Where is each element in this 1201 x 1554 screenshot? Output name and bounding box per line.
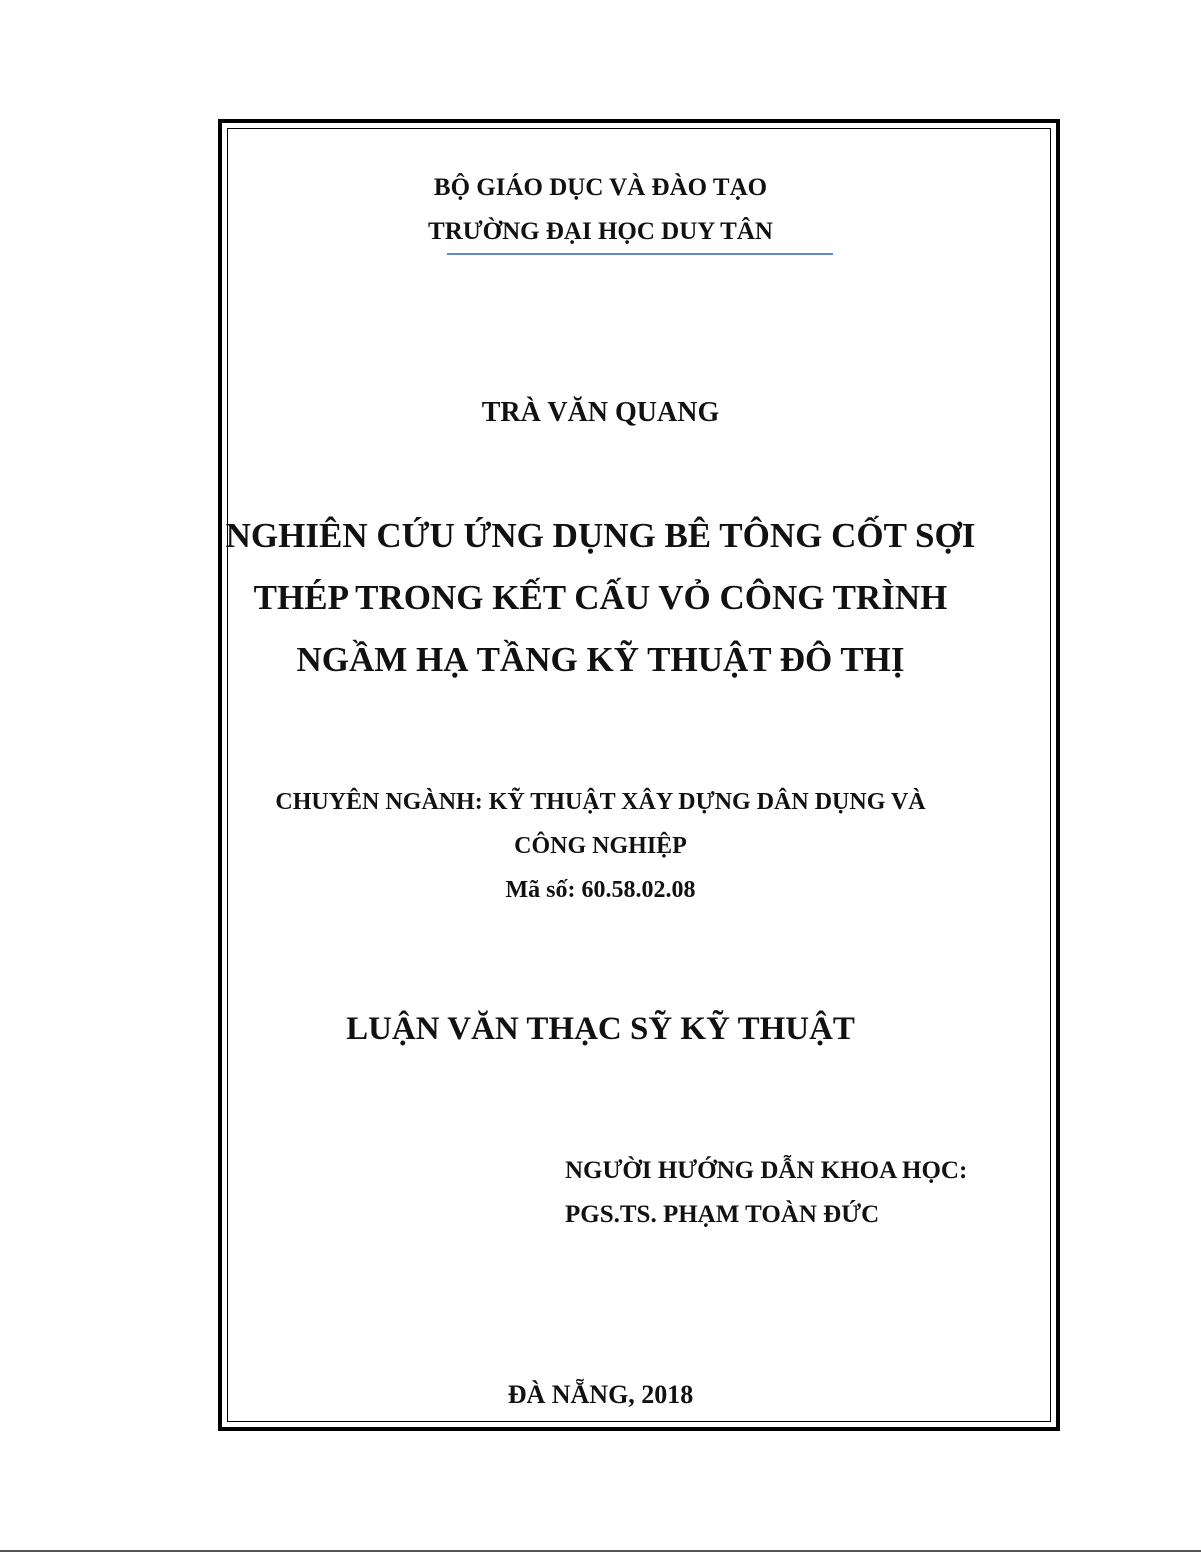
advisor-label: NGƯỜI HƯỚNG DẪN KHOA HỌC: [565,1157,968,1184]
degree-title: LUẬN VĂN THẠC SỸ KỸ THUẬT [346,1011,855,1047]
thesis-title-line-1: NGHIÊN CỨU ỨNG DỤNG BÊ TÔNG CỐT SỢI [225,516,976,555]
author-name: TRÀ VĂN QUANG [481,397,720,428]
university-heading: TRƯỜNG ĐẠI HỌC DUY TÂN [428,218,773,245]
thesis-title-line-2: THÉP TRONG KẾT CẤU VỎ CÔNG TRÌNH [253,578,948,617]
page-border [218,119,1060,1431]
advisor-name: PGS.TS. PHẠM TOÀN ĐỨC [565,1201,880,1228]
place-and-year: ĐÀ NẴNG, 2018 [507,1380,694,1409]
page-bottom-edge [0,1550,1201,1552]
specialization-line-1: CHUYÊN NGÀNH: KỸ THUẬT XÂY DỰNG DÂN DỤNG VÀ [275,789,926,815]
ministry-heading: BỘ GIÁO DỤC VÀ ĐÀO TẠO [433,174,768,201]
specialization-code: Mã số: 60.58.02.08 [505,877,696,903]
header-underline [447,253,833,255]
specialization-line-2: CÔNG NGHIỆP [514,833,687,859]
thesis-title-line-3: NGẦM HẠ TẦNG KỸ THUẬT ĐÔ THỊ [296,640,905,679]
